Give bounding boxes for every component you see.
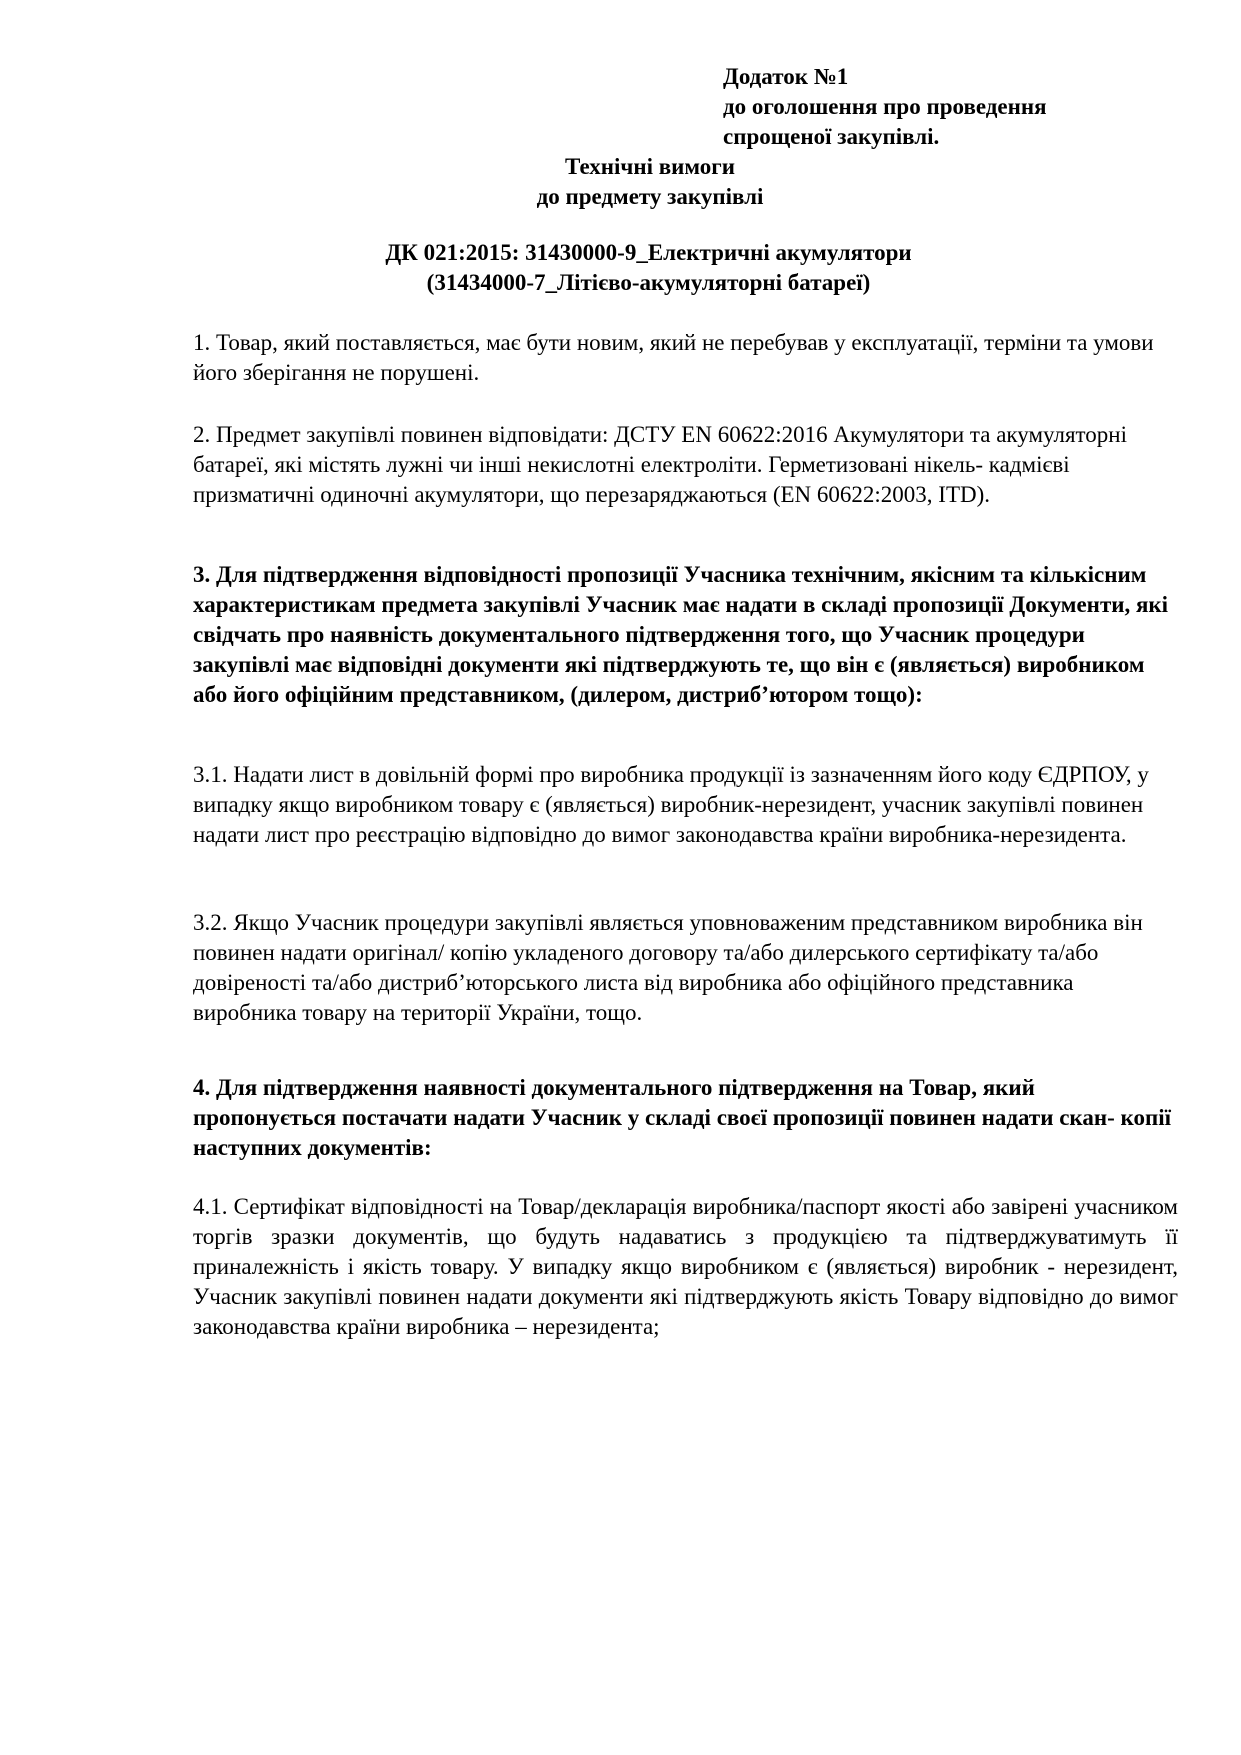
appendix-header: [723, 62, 1047, 152]
section-3-1: 3.1. Надати лист в довільній формі про виробника продукції із зазначенням його коду ЄДРПОУ, у випадку якщо виробником товару є (являється) виробник-нерезидент, учасник закупівлі повинен надати лист про реєстрацію відповідно до вимог законодавства країни виробника-нерезидента.: [193, 762, 1149, 847]
cpv-line-1: ДК 021:2015: 31430000-9_Електричні акумулятори: [385, 240, 912, 265]
section-3: 3. Для підтвердження відповідності пропозиції Учасника технічним, якісним та кількісним характеристикам предмета закупівлі Учасник має надати в складі пропозиції Документи, які свідчать про наявність документального підтвердження того, що Учасник процедури закупівлі має відповідні документи які підтверджують те, що він є (являється) виробником або його офіційним представником, (дилером, дистриб’ютором тощо):: [193, 562, 1169, 707]
document-title: [0, 152, 1241, 212]
cpv-code-heading: [0, 238, 1241, 298]
appendix-line-3: спрощеної закупівлі.: [723, 124, 940, 149]
title-line-1: Технічні вимоги: [565, 154, 735, 179]
section-3-2: 3.2. Якщо Учасник процедури закупівлі являється уповноваженим представником виробника він повинен надати оригінал/ копію укладеного договору та/або дилерського сертифікату та/або довіреності та/або дистриб’юторського листа від виробника або офіційного представника виробника товару на території України, тощо.: [193, 910, 1143, 1025]
section-1: 1. Товар, який поставляється, має бути новим, який не перебував у експлуатації, терміни та умови його зберігання не порушені.: [193, 330, 1154, 385]
section-4-1: 4.1. Сертифікат відповідності на Товар/декларація виробника/паспорт якості або завірені учасником торгів зразки документів, що будуть надаватись з продукцією та підтверджуватимуть її приналежність і якість товару. У випадку якщо виробником є (являється) виробник - нерезидент, Учасник закупівлі повинен надати документи які підтверджують якість Товару відповідно до вимог законодавства країни виробника – нерезидента;: [193, 1194, 1178, 1339]
section-4: 4. Для підтвердження наявності документального підтвердження на Товар, який пропонується постачати надати Учасник у складі своєї пропозиції повинен надати скан- копії наступних документів:: [193, 1075, 1171, 1160]
appendix-number: Додаток №1: [723, 64, 849, 89]
cpv-line-2: (31434000-7_Літієво-акумуляторні батареї): [426, 270, 871, 295]
title-line-2: до предмету закупівлі: [536, 184, 764, 209]
appendix-line-2: до оголошення про проведення: [723, 94, 1047, 119]
section-2: 2. Предмет закупівлі повинен відповідати: ДСТУ EN 60622:2016 Акумулятори та акумуляторні батареї, які містять лужні чи інші некислотні електроліти. Герметизовані нікель- кадмієві призматичні одиночні акумулятори, що перезаряджаються (EN 60622:2003, IТD).: [193, 422, 1127, 507]
